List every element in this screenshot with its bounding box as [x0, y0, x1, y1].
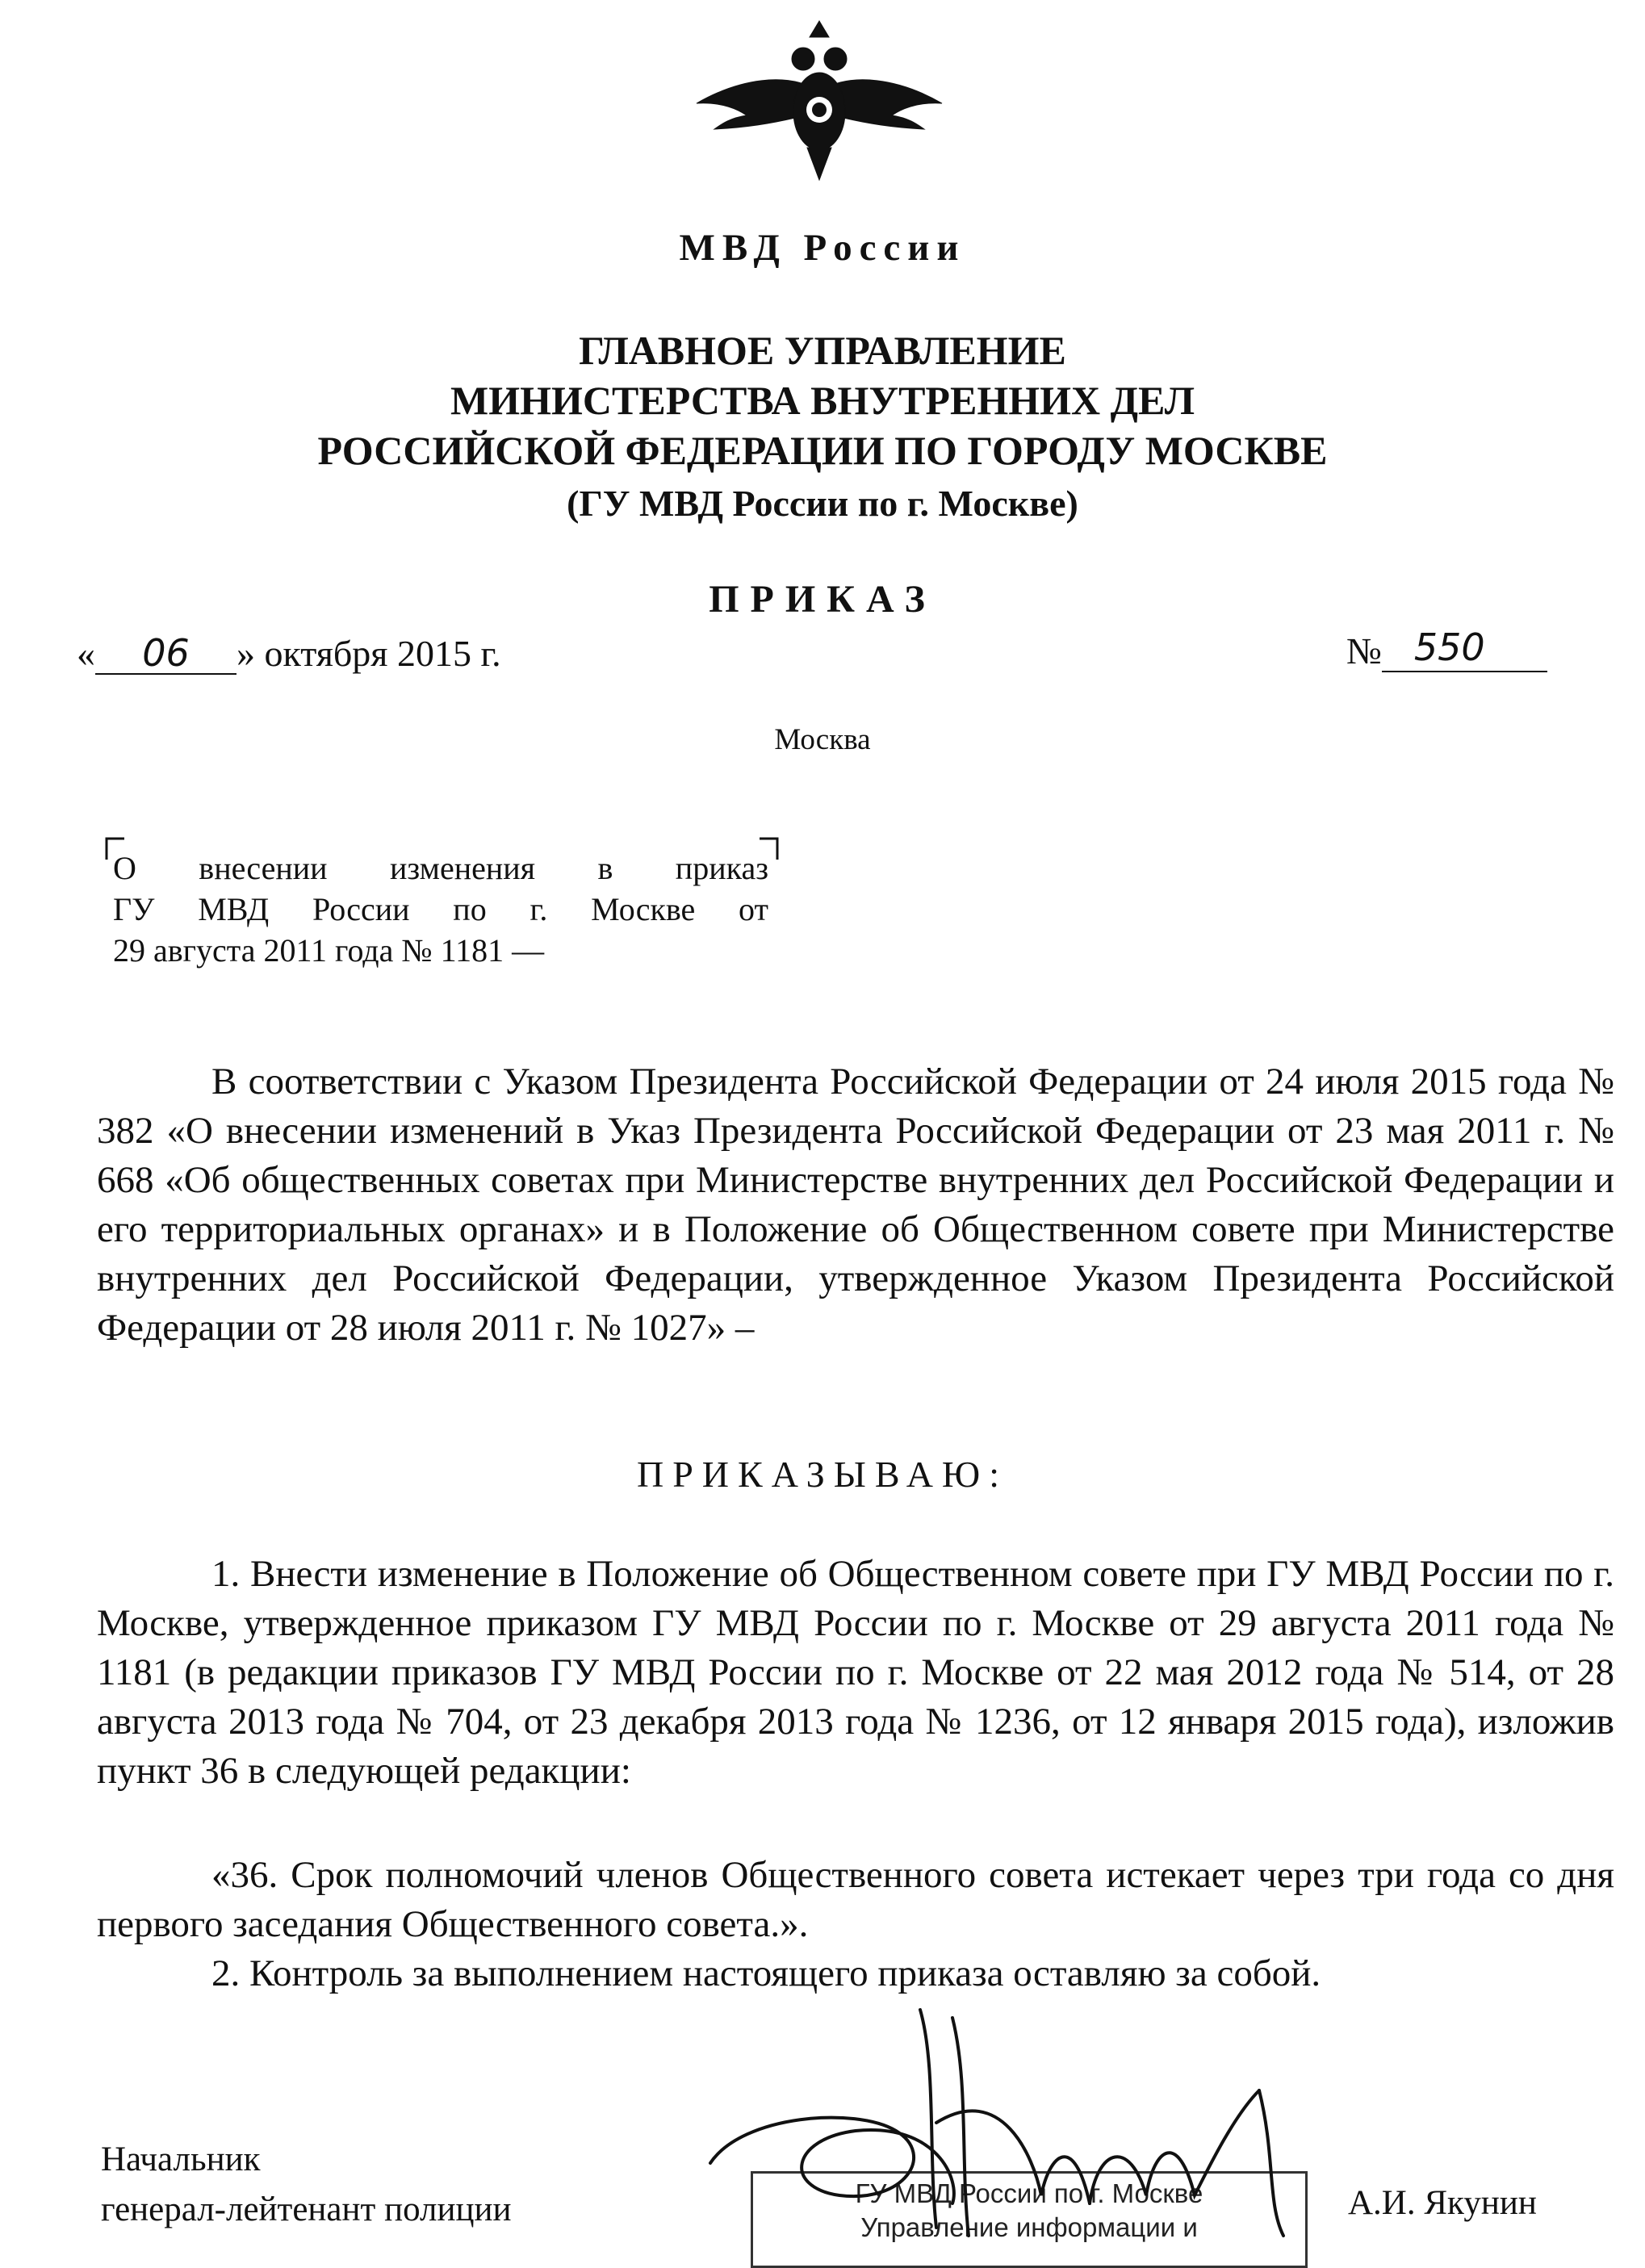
- subject-line: 29 августа 2011 года № 1181 —: [113, 932, 545, 969]
- signatory-title: [101, 2135, 512, 2235]
- date-open-quote: «: [77, 633, 95, 674]
- subject-line: О внесении изменения в приказ: [113, 850, 768, 886]
- handwritten-signature: [694, 1994, 1364, 2252]
- order-verb: ПРИКАЗЫВАЮ:: [636, 1454, 1008, 1495]
- handwritten-day: 06: [142, 631, 190, 675]
- date-month-year: » октября 2015 г.: [236, 633, 501, 674]
- agency-name-line-2: МИНИСТЕРСТВА ВНУТРЕННИХ ДЕЛ: [450, 378, 1195, 423]
- order-date: [77, 631, 501, 675]
- number-label: №: [1346, 630, 1382, 672]
- double-headed-eagle-emblem-icon: [690, 15, 948, 184]
- quoted-clause-36: «36. Срок полномочий членов Общественного совета истекает через три года со дня первого заседания Общественного совета.».: [97, 1854, 1614, 1945]
- signatory-name: А.И. Якунин: [1348, 2184, 1537, 2222]
- ministry-short-name: МВД России: [679, 227, 966, 269]
- agency-name-line-1: ГЛАВНОЕ УПРАВЛЕНИЕ: [579, 328, 1066, 373]
- signatory-position: Начальник: [101, 2140, 261, 2178]
- subject-line: ГУ МВД России по г. Москве от: [113, 891, 768, 927]
- stamp-line-1: ГУ МВД России по г. Москве: [855, 2178, 1203, 2208]
- agency-name-line-3: РОССИЙСКОЙ ФЕДЕРАЦИИ ПО ГОРОДУ МОСКВЕ: [317, 428, 1328, 473]
- stamp-line-2: Управление информации и: [860, 2212, 1198, 2242]
- order-item-2: 2. Контроль за выполнением настоящего приказа оставляю за собой.: [211, 1952, 1321, 1994]
- preamble-paragraph: В соответствии с Указом Президента Российской Федерации от 24 июля 2015 года № 382 «О внесении изменений в Указ Президента Российской Федерации от 23 мая 2011 г. № 668 «Об общественных советах при Министерстве внутренних дел Российской Федерации и его территориальных органах» и в Положение об Общественном совете при Министерстве внутренних дел Российской Федерации, утвержденное Указом Президента Российской Федерации от 28 июля 2011 г. № 1027» –: [97, 1061, 1614, 1349]
- handwritten-number: 550: [1413, 626, 1485, 669]
- order-item-1: 1. Внести изменение в Положение об Общественном совете при ГУ МВД России по г. Москве, утвержденное приказом ГУ МВД России по г. Москве от 29 августа 2011 года № 1181 (в редакции приказов ГУ МВД России по г. Москве от 22 мая 2012 года № 514, от 28 августа 2013 года № 704, от 23 декабря 2013 года № 1236, от 12 января 2015 года), изложив пункт 36 в следующей редакции:: [97, 1553, 1614, 1792]
- signatory-rank: генерал-лейтенант полиции: [101, 2191, 512, 2228]
- agency-abbreviation: (ГУ МВД России по г. Москве): [567, 483, 1078, 524]
- order-number: [1346, 626, 1547, 672]
- subject-block: [113, 847, 768, 971]
- document-type-title: ПРИКАЗ: [709, 578, 936, 621]
- city: Москва: [774, 723, 871, 756]
